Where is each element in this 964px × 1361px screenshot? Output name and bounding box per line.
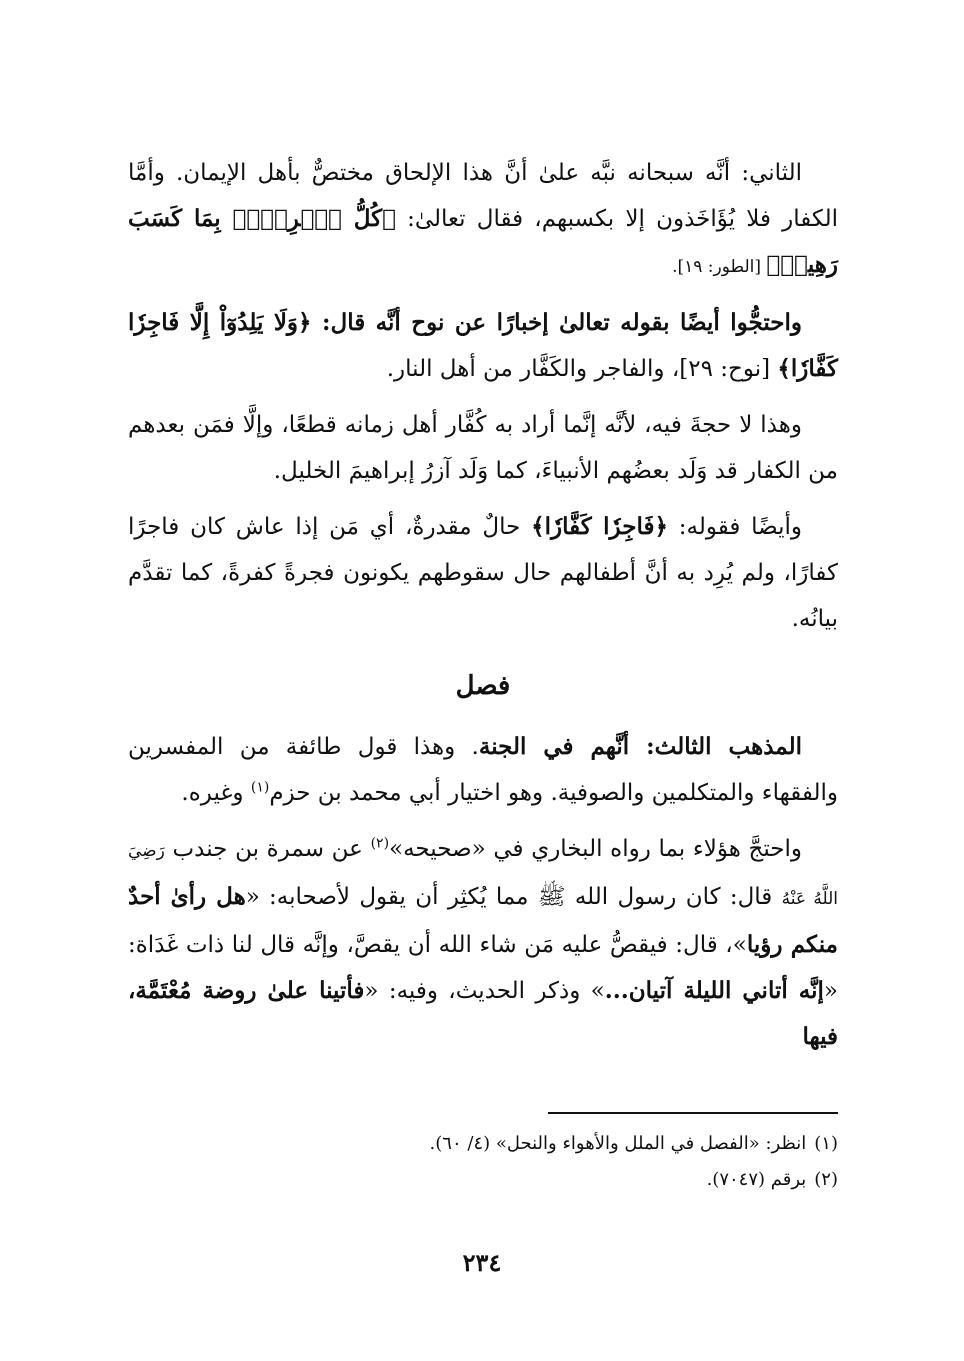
paragraph-4 — [128, 504, 838, 642]
verse-reference-1: [الطور: ١٩]. — [672, 257, 767, 277]
doctrine-label: المذهب الثالث: — [629, 733, 802, 760]
footnote-ref-2: (٢) — [370, 835, 390, 852]
hadith-quote-1: هل رأىٰ أحدٌ منكم رؤيا — [128, 883, 839, 958]
quran-verse-2: ﴿وَلَا يَلِدُوٓاْ إِلَّا فَاجِرٗا كَفَّارٗا﴾ — [128, 309, 838, 382]
paragraph-6-mid-2: »، قال: فيقصُّ عليه مَن شاء الله أن يقصَّ، وإنَّه قال لنا ذات غَدَاة: « — [128, 932, 838, 1004]
footnotes — [128, 1126, 838, 1198]
paragraph-5 — [128, 724, 838, 816]
doctrine-claim: أنَّهم في الجنة — [478, 733, 630, 760]
paragraph-6-narrator: عن سمرة بن جندب — [164, 836, 371, 862]
paragraph-1-text: الثاني: أنَّه سبحانه نبَّه علىٰ أنَّ هذا الإلحاق مختصٌّ بأهل الإيمان. وأمَّا الكفار فلا يُؤَاخَذون إلا بكسبهم، فقال تعالىٰ: — [128, 160, 838, 232]
paragraph-6 — [128, 826, 838, 1060]
paragraph-5-tail: وغيره. — [181, 780, 251, 806]
paragraph-4-tail: حالٌ مقدرةٌ، أي مَن إذا عاش كان فاجرًا كفارًا، ولم يُرِد به أنَّ أطفالهم حال سقوطهم يكونون فجرةً كفرةً، كما تقدَّم بيانُه. — [128, 514, 838, 632]
paragraph-6-text: واحتجَّ هؤلاء بما رواه البخاري في «صحيحه» — [389, 836, 803, 862]
paragraph-6-mid-3: » وذكر الحديث، وفيه: « — [364, 978, 605, 1004]
page-body — [128, 150, 838, 1070]
paragraph-1 — [128, 150, 838, 290]
hadith-quote-2: إنَّه أتاني الليلة آتيان... — [604, 977, 824, 1004]
paragraph-4-text: وأيضًا فقوله: — [667, 514, 802, 540]
paragraph-2-text: واحتجُّوا أيضًا بقوله تعالىٰ إخبارًا عن نوح أنَّه قال: — [311, 309, 803, 336]
section-heading: فصل — [455, 671, 511, 701]
paragraph-3: وهذا لا حجةَ فيه، لأنَّه إنَّما أراد به كُفَّار أهل زمانه قطعًا، وإلَّا فمَن بعدهم من الكفار قد وَلَد بعضُهم الأنبياءَ، كما وَلَد آزرُ إبراهيمَ الخليل. — [128, 412, 838, 484]
page-number: ٢٣٤ — [462, 1248, 502, 1277]
footnote-1-text: انظر: «الفصل في الملل والأهواء والنحل» (٤/ ٦٠). — [429, 1133, 807, 1154]
footnote-ref-1: (١) — [250, 779, 270, 796]
quran-verse-1: ﴿كُلُّ ٱمۡرِيِٕۭ بِمَا كَسَبَ رَهِينٞ﴾ — [128, 205, 838, 278]
hadith-quote-3: فأتينا علىٰ روضة مُعْتَمَّة، فيها — [128, 977, 838, 1050]
footnote-2-text: برقم (٧٠٤٧). — [706, 1169, 807, 1190]
footnote-2-number: (٢) — [814, 1169, 838, 1190]
honorific: رَضِيَ اللَّهُ عَنْهُ — [128, 841, 839, 909]
footnote-1 — [128, 1126, 838, 1162]
paragraph-2 — [128, 300, 838, 392]
footnote-2 — [128, 1162, 838, 1198]
paragraph-5-text: . وهذا قول طائفة من المفسرين والفقهاء والمتكلمين والصوفية. وهو اختيار أبي محمد بن حزم — [128, 734, 838, 806]
footnote-1-number: (١) — [814, 1133, 838, 1154]
paragraph-6-mid: قال: كان رسول الله ﷺ مما يُكثِر أن يقول لأصحابه: « — [245, 884, 782, 910]
quran-verse-3: ﴿فَاجِرٗا كَفَّارٗا﴾ — [531, 513, 668, 540]
paragraph-2-tail: [نوح: ٢٩]، والفاجر والكَفَّار من أهل النار. — [386, 356, 778, 382]
footnote-divider — [548, 1112, 838, 1114]
